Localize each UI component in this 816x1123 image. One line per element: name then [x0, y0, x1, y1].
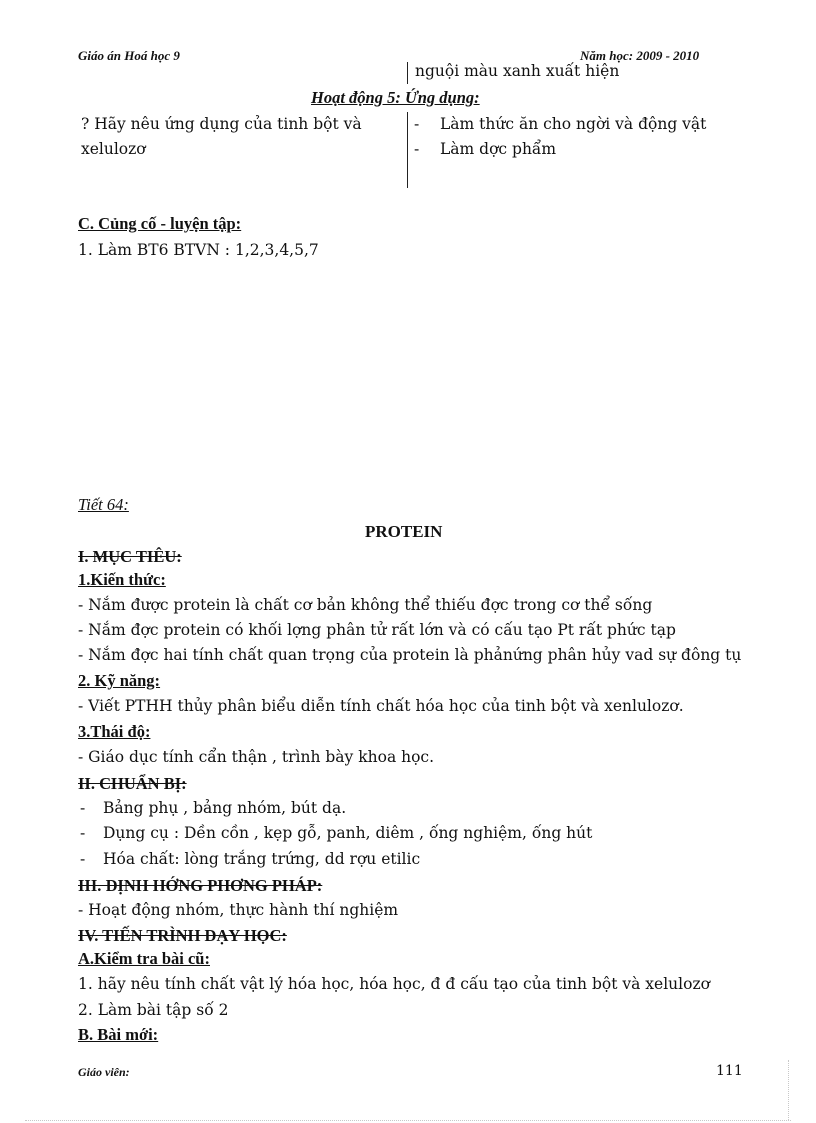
- knowledge-item: - Nắm đợc hai tính chất quan trọng của protein là phảnứng phân hủy vad sự đông tụ: [78, 646, 742, 664]
- knowledge-item: - Nắm được protein là chất cơ bản không thể thiếu đợc trong cơ thể sống: [78, 596, 653, 614]
- header-right: Năm học: 2009 - 2010: [580, 48, 700, 63]
- attitude-title: 3.Thái độ:: [78, 722, 151, 741]
- table-divider-bottom: [407, 112, 408, 188]
- process-title: IV. TIẾN TRÌNH DẠY HỌC:: [78, 926, 287, 945]
- answer-item: Làm thức ăn cho ngời và động vật: [440, 115, 707, 133]
- page-edge-dotted: [25, 1120, 791, 1121]
- section-c-title: C. Củng cố - luyện tập:: [78, 214, 242, 233]
- prep-item: Hóa chất: lòng trắng trứng, dd rợu etilic: [103, 850, 421, 868]
- table-divider-top: [407, 62, 408, 84]
- header-left: Giáo án Hoá học 9: [78, 48, 180, 63]
- page-number: 111: [716, 1063, 743, 1079]
- process-a-line: 1. hãy nêu tính chất vật lý hóa học, hóa học, đ đ cấu tạo của tinh bột và xelulozơ: [78, 975, 710, 993]
- prep-item: Dụng cụ : Dền cồn , kẹp gỗ, panh, diêm , ống nghiệm, ống hút: [103, 824, 593, 842]
- activity5-question-line1: ? Hãy nêu ứng dụng của tinh bột và: [81, 115, 362, 133]
- process-b-title: B. Bài mới:: [78, 1025, 159, 1044]
- prep-item: Bảng phụ , bảng nhóm, bút dạ.: [103, 799, 347, 817]
- methods-line: - Hoạt động nhóm, thực hành thí nghiệm: [78, 901, 399, 919]
- attitude-item: - Giáo dục tính cẩn thận , trình bày khoa học.: [78, 748, 435, 766]
- activity5-question-line2: xelulozơ: [81, 140, 146, 158]
- answer-item: Làm dợc phẩm: [440, 140, 557, 158]
- answer-bullet: -: [414, 140, 420, 158]
- skills-item: - Viết PTHH thủy phân biểu diễn tính chất hóa học của tinh bột và xenlulozơ.: [78, 697, 684, 715]
- preparation-title: II. CHUẨN BỊ:: [78, 774, 187, 793]
- answer-bullet: -: [414, 115, 420, 133]
- process-a-line: 2. Làm bài tập số 2: [78, 1001, 229, 1019]
- objectives-title: I. MỤC TIÊU:: [78, 547, 182, 566]
- section-c-line: 1. Làm BT6 BTVN : 1,2,3,4,5,7: [78, 241, 319, 259]
- prep-bullet: -: [80, 799, 86, 817]
- prep-bullet: -: [80, 824, 86, 842]
- process-a-title: A.Kiểm tra bài cũ:: [78, 949, 210, 968]
- page-edge-dotted-vertical: [788, 1060, 789, 1120]
- prep-bullet: -: [80, 850, 86, 868]
- skills-title: 2. Kỹ năng:: [78, 671, 161, 690]
- lesson-title: PROTEIN: [365, 522, 443, 541]
- knowledge-item: - Nắm đợc protein có khối lợng phân tử rất lớn và có cấu tạo Pt rất phức tạp: [78, 621, 676, 639]
- footer-teacher: Giáo viên:: [78, 1065, 130, 1079]
- table-continuation-text: nguội màu xanh xuất hiện: [415, 62, 620, 80]
- activity5-title: Hoạt động 5: Ứng dụng:: [311, 88, 480, 107]
- knowledge-title: 1.Kiến thức:: [78, 570, 166, 589]
- tiet-label: Tiết 64:: [78, 495, 129, 514]
- methods-title: III. ĐỊNH HỚNG PHƠNG PHÁP:: [78, 876, 323, 895]
